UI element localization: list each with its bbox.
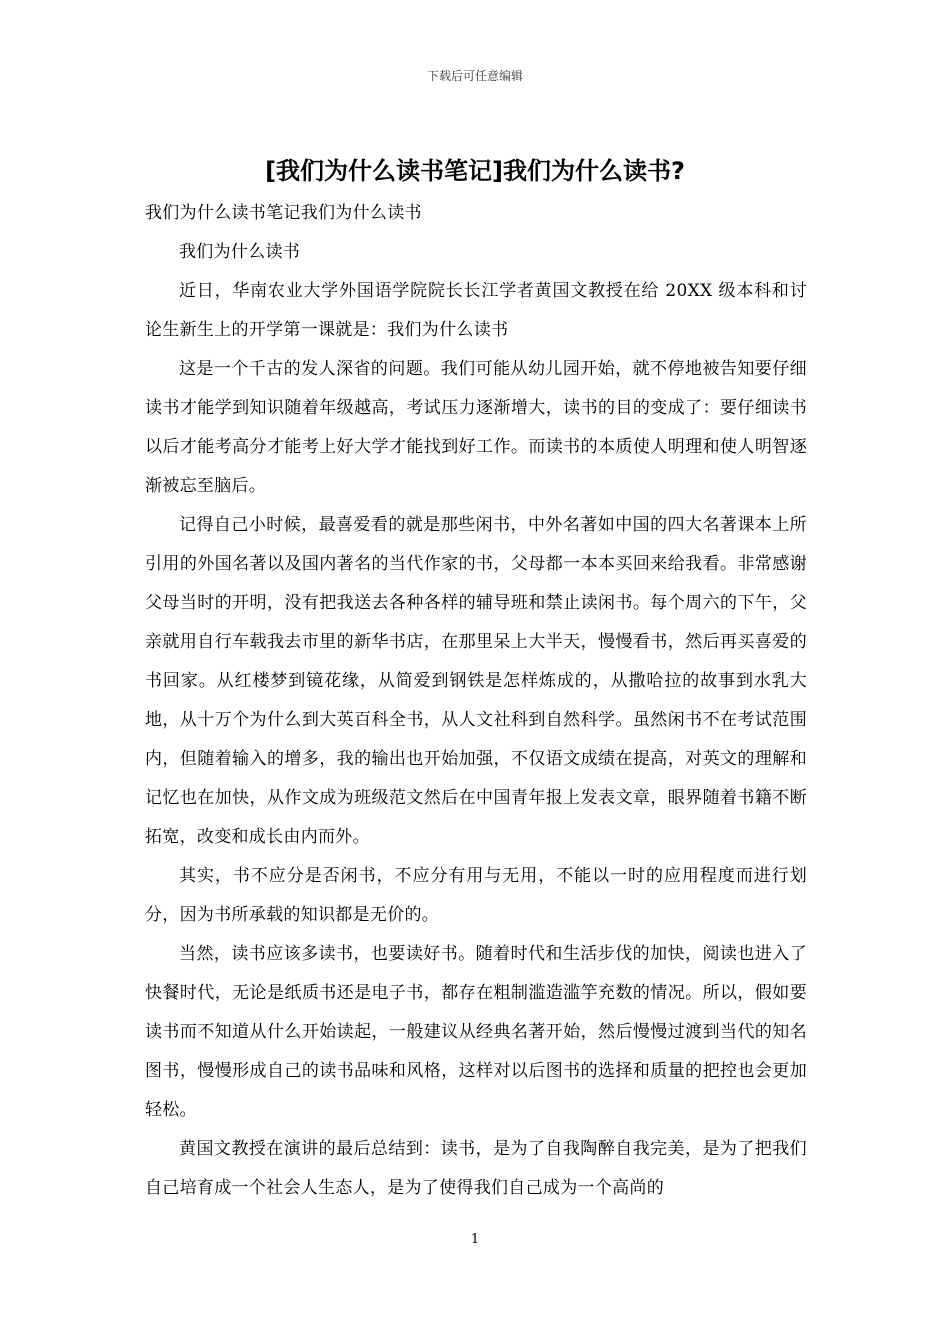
paragraph: 近日，华南农业大学外国语学院院长长江学者黄国文教授在给 20XX 级本科和讨论生新生上的开学第一课就是：我们为什么读书: [145, 281, 807, 340]
paragraph: 其实，书不应分是否闲书，不应分有用与无用，不能以一时的应用程度而进行划分，因为书所承载的知识都是无价的。: [145, 866, 807, 925]
paragraph: 黄国文教授在演讲的最后总结到：读书，是为了自我陶醉自我完美，是为了把我们自己培育成一个社会人生态人，是为了使得我们自己成为一个高尚的: [145, 1139, 807, 1198]
paragraph: 这是一个千古的发人深省的问题。我们可能从幼儿园开始，就不停地被告知要仔细读书才能学到知识随着年级越高，考试压力逐渐增大，读书的目的变成了：要仔细读书以后才能考高分才能考上好大学才能找到好工作。而读书的本质使人明理和使人明智逐渐被忘至脑后。: [145, 359, 807, 496]
document-title: [我们为什么读书笔记]我们为什么读书?: [265, 157, 685, 185]
page-number: 1: [470, 1232, 480, 1247]
document-body: [145, 194, 807, 1208]
paragraph: 当然，读书应该多读书，也要读好书。随着时代和生活步伐的加快，阅读也进入了快餐时代，无论是纸质书还是电子书，都存在粗制滥造滥竽充数的情况。所以，假如要读书而不知道从什么开始读起，一般建议从经典名著开始，然后慢慢过渡到当代的知名图书，慢慢形成自己的读书品味和风格，这样对以后图书的选择和质量的把控也会更加轻松。: [145, 944, 807, 1120]
paragraph: 我们为什么读书: [179, 242, 301, 262]
header-note: 下载后可任意编辑: [426, 69, 523, 83]
paragraph: 记得自己小时候，最喜爱看的就是那些闲书，中外名著如中国的四大名著课本上所引用的外国名著以及国内著名的当代作家的书，父母都一本本买回来给我看。非常感谢父母当时的开明，没有把我送去各种各样的辅导班和禁止读闲书。每个周六的下午，父亲就用自行车载我去市里的新华书店，在那里呆上大半天，慢慢看书，然后再买喜爱的书回家。从红楼梦到镜花缘，从简爱到钢铁是怎样炼成的，从撒哈拉的故事到水乳大地，从十万个为什么到大英百科全书，从人文社科到自然科学。虽然闲书不在考试范围内，但随着输入的增多，我的输出也开始加强，不仅语文成绩在提高，对英文的理解和记忆也在加快，从作文成为班级范文然后在中国青年报上发表文章，眼界随着书籍不断拓宽，改变和成长由内而外。: [145, 515, 807, 847]
paragraph-subtitle: 我们为什么读书笔记我们为什么读书: [145, 203, 422, 223]
